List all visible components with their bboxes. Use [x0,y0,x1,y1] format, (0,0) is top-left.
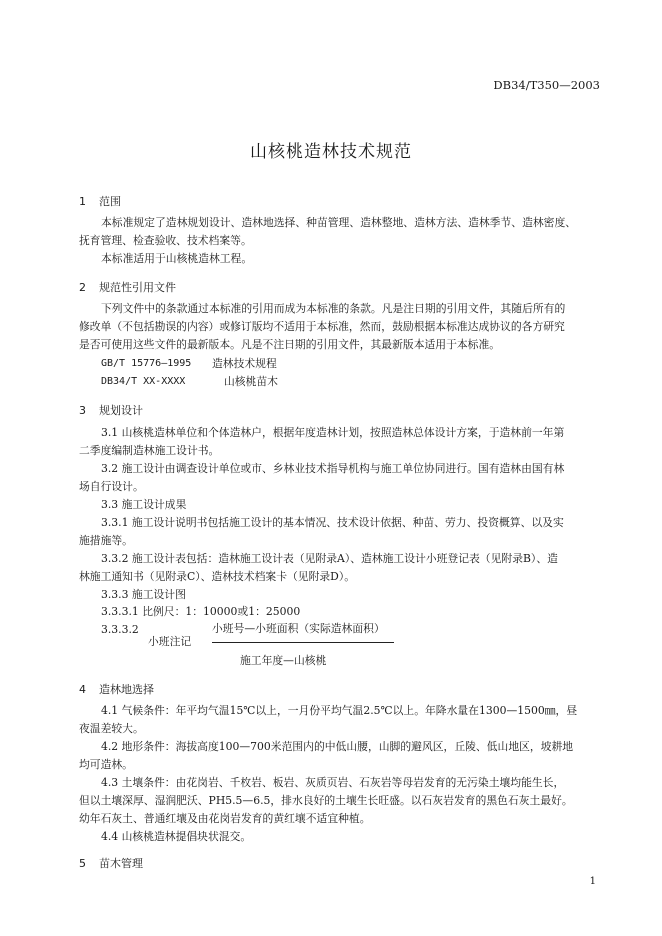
paragraph: 下列文件中的条款通过本标准的引用而成为本标准的条款。凡是注日期的引用文件，其随后所有的 [101,302,566,315]
paragraph: 3.3.3.1 比例尺：1：10000或1：25000 [101,605,301,618]
reference-code: DB34/T XX-XXXX [101,376,186,387]
fraction-rule [212,642,394,643]
paragraph: 3.1 山核桃造林单位和个体造林户，根据年度造林计划，按照造林总体设计方案，于造林前一年第 [101,426,565,439]
section-number: 4 [79,683,86,696]
paragraph: 3.3.2 施工设计表包括：造林施工设计表（见附录A）、造林施工设计小班登记表（见附录B）、造 [101,552,558,565]
paragraph: 但以土壤深厚、湿润肥沃、PH5.5—6.5，排水良好的土壤生长旺盛。以石灰岩发育的黑色石灰土最好。 [79,794,573,807]
section-title: 造林地选择 [99,683,154,696]
section-title: 规划设计 [99,404,143,417]
document-id: DB34/T350—2003 [493,78,600,92]
paragraph: 幼年石灰土、普通红壤及由花岗岩发育的黄红壤不适宜种植。 [79,812,371,825]
paragraph: 3.3.1 施工设计说明书包括施工设计的基本情况、技术设计依据、种苗、劳力、投资概算、以及实 [101,516,564,529]
section-number: 5 [79,857,86,870]
reference-name: 山核桃苗木 [224,375,278,388]
paragraph: 4.3 土壤条件：由花岗岩、千枚岩、板岩、灰质页岩、石灰岩等母岩发育的无污染土壤均能生长， [101,776,565,789]
section-2-heading [79,279,176,295]
fraction-numerator: 小班号—小班面积（实际造林面积） [212,622,385,635]
paragraph: 夜温差较大。 [79,722,144,735]
paragraph: 二季度编制造林施工设计书。 [79,444,220,457]
section-5-heading [79,855,143,871]
paragraph: 是否可使用这些文件的最新版本。凡是不注日期的引用文件，其最新版本适用于本标准。 [79,338,501,351]
section-number: 3 [79,404,86,417]
page-number: 1 [589,876,596,887]
paragraph: 3.2 施工设计由调查设计单位或市、乡林业技术指导机构与施工单位协同进行。国有造林由国有林 [101,462,565,475]
fraction-denominator: 施工年度—山核桃 [240,654,327,667]
paragraph: 4.4 山核桃造林提倡块状混交。 [101,830,252,843]
paragraph: 3.3.3.2 [101,623,139,636]
reference-name: 造林技术规程 [212,357,277,370]
section-title: 苗木管理 [99,857,143,870]
section-4-heading [79,681,154,697]
section-title: 规范性引用文件 [99,281,176,294]
paragraph: 本标准规定了造林规划设计、造林地选择、种苗管理、造林整地、造林方法、造林季节、造林密度、 [101,216,577,229]
section-3-heading [79,402,143,418]
paragraph: 均可造林。 [79,758,133,771]
paragraph: 施措施等。 [79,534,133,547]
document-title: 山核桃造林技术规范 [250,142,412,162]
section-number: 1 [79,195,86,208]
paragraph: 本标准适用于山核桃造林工程。 [101,252,253,265]
section-title: 范围 [99,195,121,208]
paragraph: 3.3 施工设计成果 [101,498,187,511]
paragraph: 4.1 气候条件：年平均气温15℃以上，一月份平均气温2.5℃以上。年降水量在1300—1500㎜，昼 [101,704,578,717]
paragraph: 3.3.3 施工设计图 [101,588,186,601]
paragraph: 林施工通知书（见附录C）、造林技术档案卡（见附录D）。 [79,570,356,583]
section-number: 2 [79,281,86,294]
reference-code: GB/T 15776—1995 [101,358,192,369]
paragraph: 4.2 地形条件：海拔高度100—700米范围内的中低山腰，山脚的避风区，丘陵、低山地区，坡耕地 [101,740,574,753]
paragraph: 场自行设计。 [79,480,144,493]
section-1-heading [79,193,121,209]
fraction-label: 小班注记 [148,635,192,648]
paragraph: 抚育管理、检查验收、技术档案等。 [79,234,252,247]
paragraph: 修改单（不包括勘误的内容）或修订版均不适用于本标准，然而，鼓励根据本标准达成协议的各方研究 [79,320,565,333]
